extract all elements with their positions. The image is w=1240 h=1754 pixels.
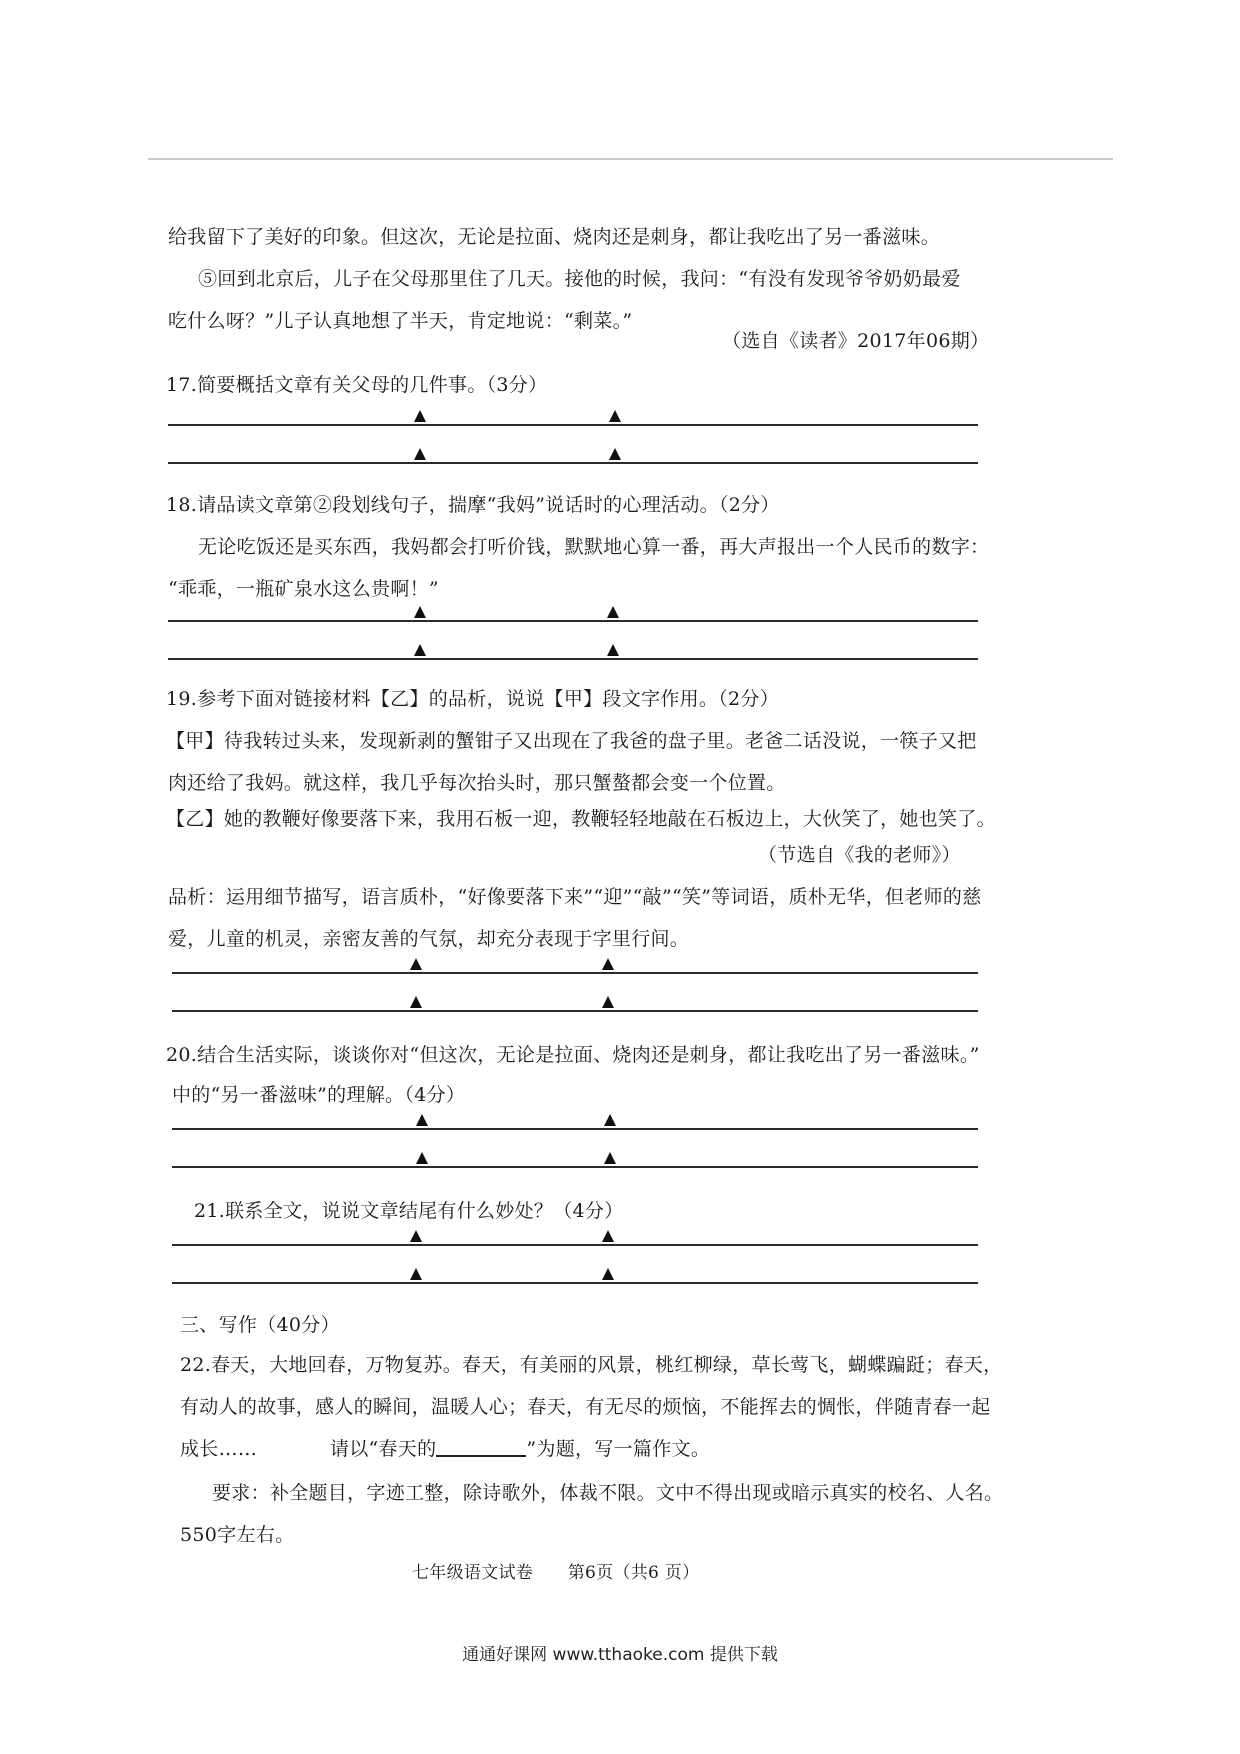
passage-line: 吃什么呀？”儿子认真地想了半天，肯定地说：“剩菜。” — [168, 310, 633, 332]
answer-line[interactable] — [172, 1010, 978, 1012]
question-18: 18.请品读文章第②段划线句子，揣摩“我妈”说话时的心理活动。（2分） — [166, 494, 780, 516]
answer-marker — [414, 410, 426, 422]
answer-marker — [602, 996, 614, 1008]
passage-line: 给我留下了美好的印象。但这次，无论是拉面、烧肉还是刺身，都让我吃出了另一番滋味。 — [168, 226, 941, 248]
title-prompt-b: ”为题，写一篇作文。 — [526, 1438, 711, 1460]
answer-marker — [414, 448, 426, 460]
answer-marker — [609, 448, 621, 460]
jia-line: 【甲】待我转过头来，发现新剥的蟹钳子又出现在了我爸的盘子里。老爸二话没说，一筷子又把 — [166, 730, 977, 752]
answer-line[interactable] — [172, 1282, 978, 1284]
answer-marker — [604, 1152, 616, 1164]
analysis-line: 品析：运用细节描写，语言质朴，“好像要落下来”“迎”“敲”“笑”等词语，质朴无华，但老师的慈 — [168, 886, 982, 908]
title-prompt-a: 请以“春天的 — [329, 1438, 437, 1460]
question-21: 21.联系全文，说说文章结尾有什么妙处？（4分） — [194, 1200, 624, 1222]
writing-prompt-line — [180, 1434, 710, 1461]
writing-prompt-line: 22.春天，大地回春，万物复苏。春天，有美丽的风景，桃红柳绿，草长莺飞，蝴蝶蹁跹；春天， — [180, 1354, 1003, 1376]
quote-line: 无论吃饭还是买东西，我妈都会打听价钱，默默地心算一番，再大声报出一个人民币的数字： — [198, 536, 990, 558]
answer-marker — [607, 644, 619, 656]
answer-marker — [416, 1114, 428, 1126]
yi-source: （节选自《我的老师》） — [758, 844, 961, 866]
requirements-line: 550字左右。 — [180, 1524, 295, 1546]
answer-marker — [607, 606, 619, 618]
answer-marker — [604, 1114, 616, 1126]
section-heading: 三、写作（40分） — [180, 1314, 340, 1336]
download-site: 通通好课网 www.tthaoke.com 提供下载 — [462, 1645, 778, 1665]
answer-marker — [414, 644, 426, 656]
question-20-cont: 中的“另一番滋味”的理解。（4分） — [172, 1084, 466, 1106]
answer-marker — [410, 958, 422, 970]
answer-line[interactable] — [172, 972, 978, 974]
quote-line: “乖乖，一瓶矿泉水这么贵啊！” — [168, 578, 439, 600]
title-blank[interactable] — [436, 1437, 526, 1457]
analysis-line: 爱，儿童的机灵，亲密友善的气氛，却充分表现于字里行间。 — [168, 928, 690, 950]
answer-marker — [414, 606, 426, 618]
answer-line[interactable] — [168, 658, 978, 660]
answer-line[interactable] — [172, 1128, 978, 1130]
answer-marker — [410, 996, 422, 1008]
answer-line[interactable] — [168, 462, 978, 464]
question-20: 20.结合生活实际，谈谈你对“但这次，无论是拉面、烧肉还是刺身，都让我吃出了另一番滋味。” — [166, 1044, 980, 1066]
writing-prompt-line: 有动人的故事，感人的瞬间，温暖人心；春天，有无尽的烦恼，不能挥去的惆怅，伴随青春一起 — [180, 1396, 991, 1418]
answer-line[interactable] — [172, 1244, 978, 1246]
answer-line[interactable] — [172, 1166, 978, 1168]
top-rule — [148, 158, 1113, 160]
passage-source: （选自《读者》2017年06期） — [722, 330, 990, 352]
answer-line[interactable] — [168, 424, 978, 426]
answer-marker — [602, 1268, 614, 1280]
answer-marker — [602, 958, 614, 970]
jia-line: 肉还给了我妈。就这样，我几乎每次抬头时，那只蟹螯都会变一个位置。 — [168, 772, 786, 794]
requirements-line: 要求：补全题目，字迹工整，除诗歌外，体裁不限。文中不得出现或暗示真实的校名、人名。 — [212, 1482, 1004, 1504]
answer-marker — [602, 1230, 614, 1242]
answer-marker — [410, 1230, 422, 1242]
writing-prompt-start: 成长…… — [180, 1438, 258, 1460]
answer-marker — [609, 410, 621, 422]
passage-line: ⑤回到北京后，儿子在父母那里住了几天。接他的时候，我问：“有没有发现爷爷奶奶最爱 — [198, 268, 961, 290]
page-info: 七年级语文试卷 第6页（共6 页） — [412, 1563, 700, 1583]
yi-line: 【乙】她的教鞭好像要落下来，我用石板一迎，教鞭轻轻地敲在石板边上，大伙笑了，她也笑了。 — [166, 808, 996, 830]
answer-marker — [410, 1268, 422, 1280]
answer-marker — [416, 1152, 428, 1164]
question-17: 17.简要概括文章有关父母的几件事。（3分） — [166, 374, 548, 396]
question-19: 19.参考下面对链接材料【乙】的品析，说说【甲】段文字作用。（2分） — [166, 688, 780, 710]
answer-line[interactable] — [168, 620, 978, 622]
